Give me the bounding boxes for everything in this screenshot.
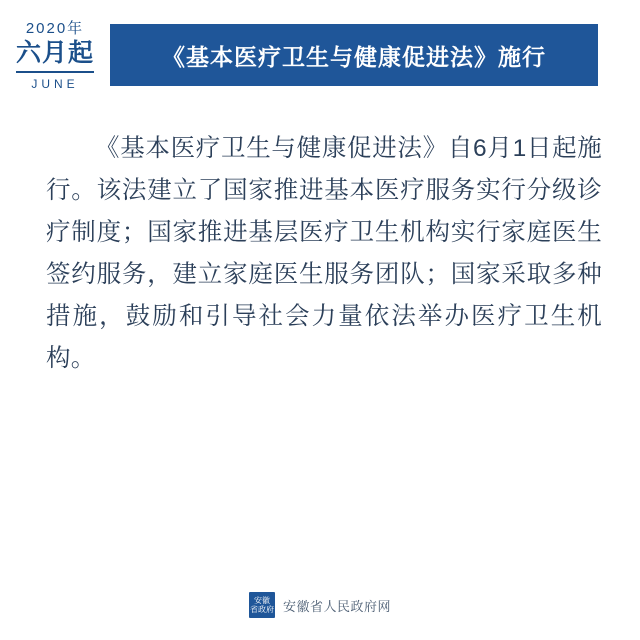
logo-line-1: 安徽 bbox=[253, 596, 270, 605]
article-paragraph: 《基本医疗卫生与健康促进法》自6月1日起施行。该法建立了国家推进基本医疗服务实行分级诊疗制度；国家推进基层医疗卫生机构实行家庭医生签约服务，建立家庭医生服务团队；国家采取多种措施，鼓励和引导社会力量依法举办医疗卫生机构。 bbox=[46, 135, 602, 372]
government-logo-icon bbox=[249, 592, 275, 618]
date-block bbox=[0, 16, 110, 94]
header bbox=[0, 16, 640, 94]
article-body bbox=[46, 128, 602, 380]
logo-line-2: 省政府 bbox=[249, 605, 274, 614]
title-banner bbox=[110, 24, 598, 86]
date-year: 2020年 bbox=[25, 20, 85, 38]
footer-site-name: 安徽省人民政府网 bbox=[282, 598, 391, 614]
date-month: 六月起 bbox=[16, 38, 94, 73]
date-month-english: JUNE bbox=[31, 76, 79, 91]
page-title: 《基本医疗卫生与健康促进法》施行 bbox=[162, 43, 546, 70]
footer bbox=[0, 592, 640, 618]
